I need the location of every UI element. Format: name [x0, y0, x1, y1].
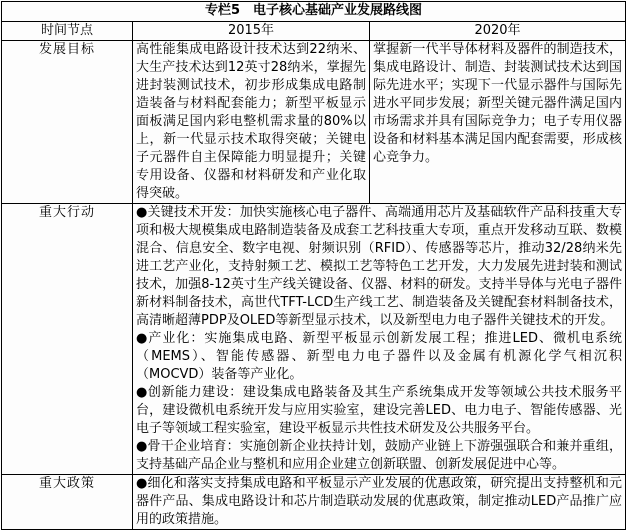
policy-item-preferential-policies: ●细化和落实支持集成电路和平板显示产业发展的优惠政策，研究提出支持整机和元器件产品、集成电路设计和芯片制造联动发展的优惠政策，制定推动LED产品推广应用的政策措施。 — [136, 476, 623, 527]
goals-label: 发展目标 — [2, 41, 133, 204]
policies-content — [133, 475, 626, 530]
action-item-backbone-enterprises: ●骨干企业培育：实施创新企业扶持计划，鼓励产业链上下游强强联合和兼并重组，支持基础产品企业与整机和应用企业建立创新联盟、创新发展促进中心等。 — [136, 439, 623, 472]
actions-row — [2, 204, 626, 475]
policies-label: 重大政策 — [2, 475, 133, 530]
header-row — [2, 22, 626, 41]
table-title: 专栏5 电子核心基础产业发展路线图 — [2, 2, 626, 22]
action-item-industrialization: ●产业化：实施集成电路、新型平板显示创新发展工程；推进LED、微机电系统（MEMS）、智能传感器、新型电力电子器件以及金属有机源化学气相沉积（MOCVD）装备等产业化。 — [136, 331, 623, 382]
actions-content — [133, 204, 626, 475]
goals-2020-text: 掌握新一代半导体材料及器件的制造技术，集成电路设计、制造、封装测试技术达到国际先进水平；实现下一代显示器件与国际先进水平同步发展；新型关键元器件满足国内市场需求并具有国际竞争力；电子专用仪器设备和材料基本满足国内配套需要，形成核心竞争力。 — [370, 41, 626, 204]
title-row — [2, 2, 626, 22]
goals-2015-text: 高性能集成电路设计技术达到22纳米、大生产技术达到12英寸28纳米，掌握先进封装测试技术，初步形成集成电路制造装备与材料配套能力；新型平板显示面板满足国内彩电整机需求量的80%以上，新一代显示技术取得突破；关键电子元器件自主保障能力明显提升；关键专用设备、仪器和材料研发和产业化取得突破。 — [133, 41, 370, 204]
header-time-node: 时间节点 — [2, 22, 133, 41]
action-item-key-tech: ●关键技术开发：加快实施核心电子器件、高端通用芯片及基础软件产品科技重大专项和极大规模集成电路制造装备及成套工艺科技重大专项，重点开发移动互联、数模混合、信息安全、数字电视、射频识别（RFID）、传感器等芯片，推动32/28纳米先进工艺产业化，支持射频工艺、模拟工艺等特色工艺开发，大力发展先进封装和测试技术，加强8-12英寸生产线关键设备、仪器、材料的研发。支持半导体与光电子器件新材料制备技术，高世代TFT-LCD生产线工艺、制造装备及关键配套材料制备技术，高清晰超薄PDP及OLED等新型显示技术，以及新型电力电子器件关键技术的开发。 — [136, 205, 623, 328]
roadmap-table — [1, 1, 626, 530]
actions-label: 重大行动 — [2, 204, 133, 475]
policies-row — [2, 475, 626, 530]
header-year-2020: 2020年 — [370, 22, 626, 41]
action-item-innovation-capacity: ●创新能力建设：建设集成电路装备及其生产系统集成开发等领域公共技术服务平台，建设微机电系统开发与应用实验室，建设完善LED、电力电子、智能传感器、光电子等领域工程实验室，建设平板显示共性技术研发及公共服务平台。 — [136, 385, 623, 436]
header-year-2015: 2015年 — [133, 22, 370, 41]
goals-row — [2, 41, 626, 204]
